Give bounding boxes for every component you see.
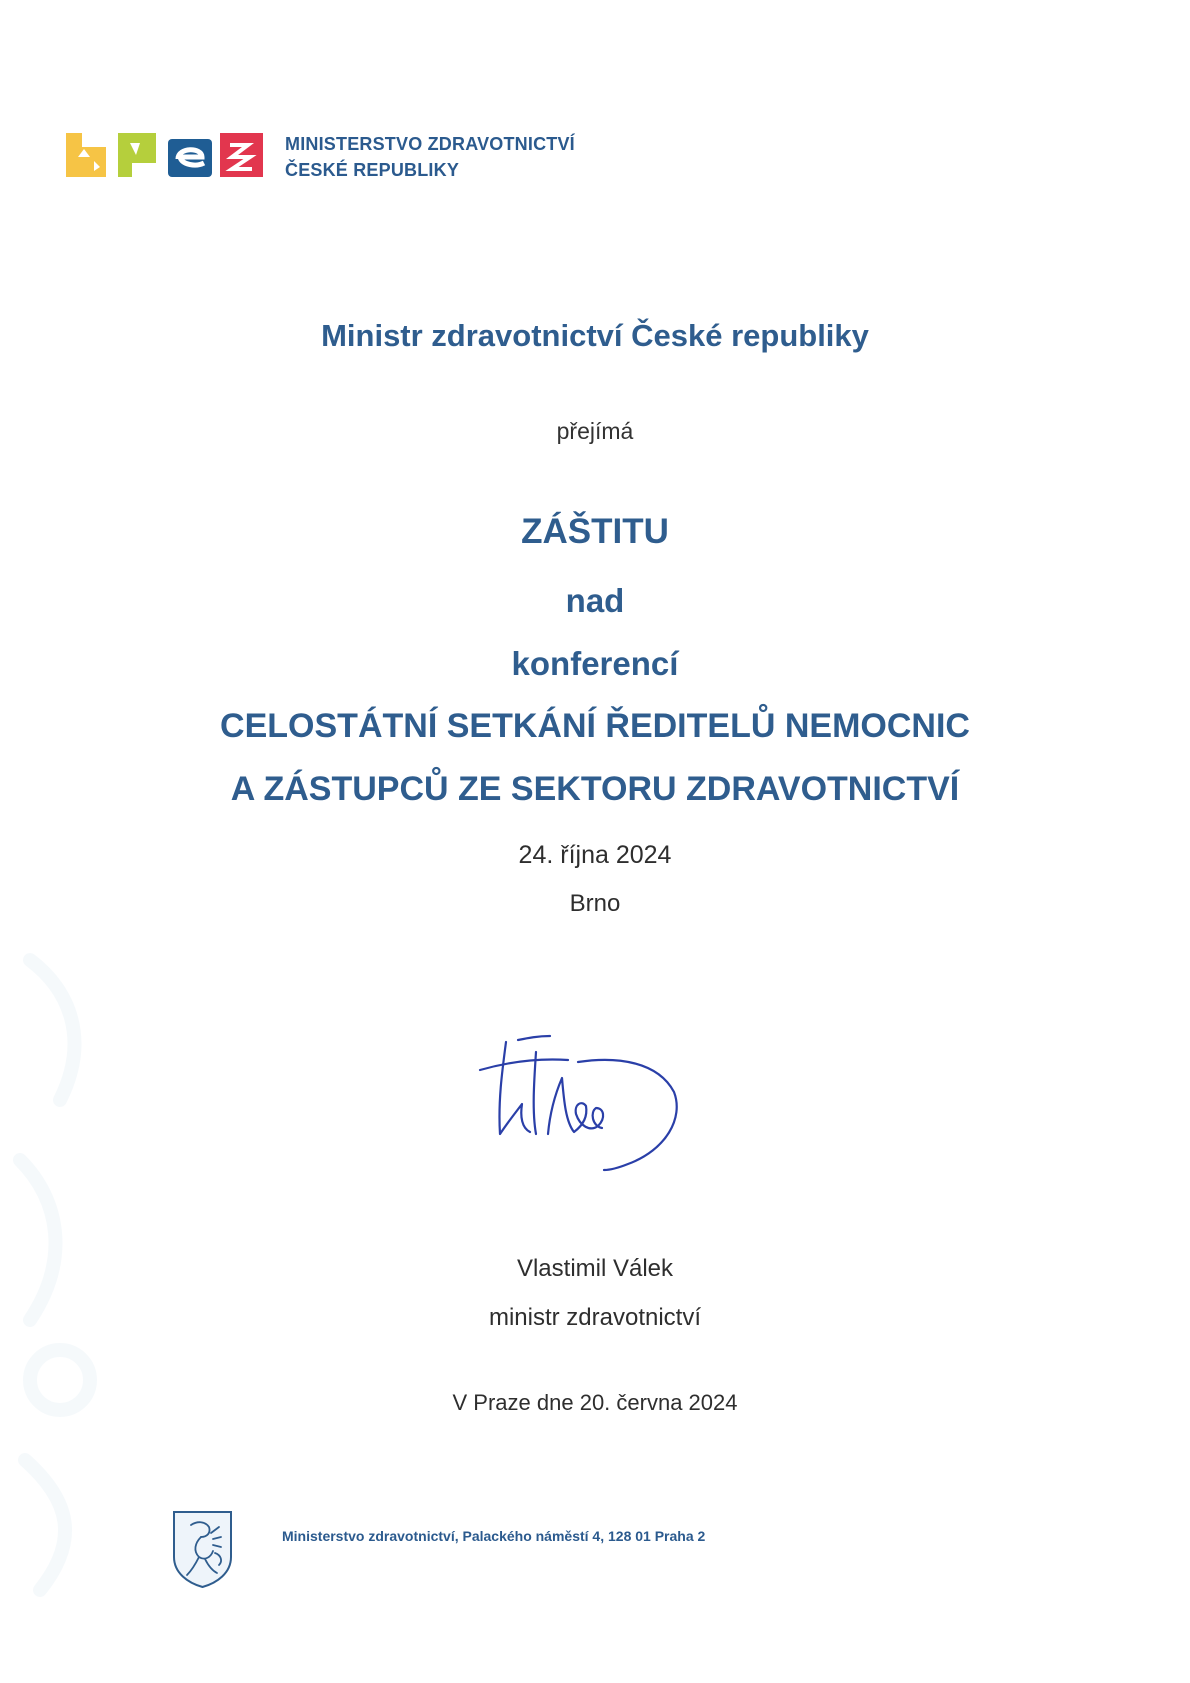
place-and-date: V Praze dne 20. června 2024 bbox=[452, 1390, 738, 1415]
ministry-logo-icon bbox=[66, 133, 263, 177]
footer-address: Ministerstvo zdravotnictví, Palackého náměstí 4, 128 01 Praha 2 bbox=[282, 1528, 706, 1544]
ministry-name-line1: MINISTERSTVO ZDRAVOTNICTVÍ bbox=[285, 134, 575, 154]
verb-text: přejímá bbox=[556, 418, 634, 444]
event-title-line2: A ZÁSTUPCŮ ZE SEKTORU ZDRAVOTNICTVÍ bbox=[230, 770, 960, 808]
preposition-text: nad bbox=[565, 582, 625, 619]
minister-title: Ministr zdravotnictví České republiky bbox=[321, 318, 869, 353]
ministry-name-line2: ČESKÉ REPUBLIKY bbox=[285, 160, 460, 180]
czech-lion-emblem-icon bbox=[171, 1509, 234, 1589]
ministry-name bbox=[285, 131, 575, 183]
handwritten-signature bbox=[478, 1022, 688, 1172]
event-date: 24. října 2024 bbox=[518, 841, 672, 869]
event-title-line1: CELOSTÁTNÍ SETKÁNÍ ŘEDITELŮ NEMOCNIC bbox=[220, 707, 970, 745]
conference-label: konferencí bbox=[511, 645, 679, 682]
watermark-graphic bbox=[0, 900, 120, 1600]
signatory-role: ministr zdravotnictví bbox=[488, 1304, 702, 1331]
event-city: Brno bbox=[569, 890, 621, 917]
signatory-name: Vlastimil Válek bbox=[516, 1255, 674, 1282]
patronage-heading: ZÁŠTITU bbox=[521, 512, 669, 551]
